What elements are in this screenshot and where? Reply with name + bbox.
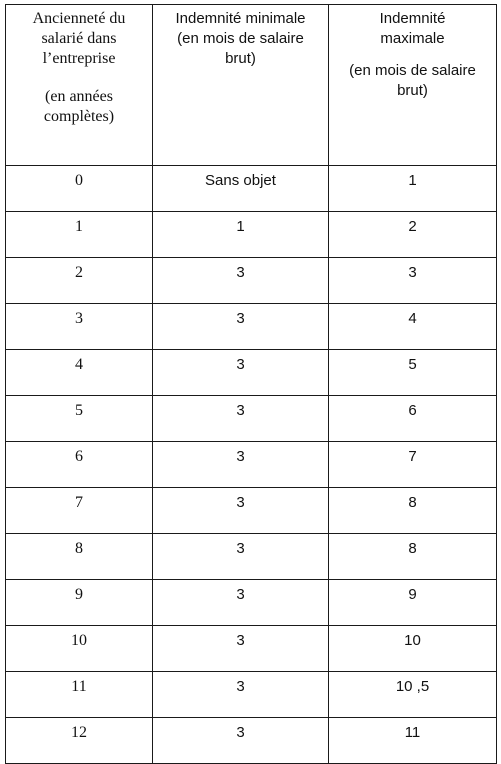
seniority-cell: 5 [6, 396, 153, 442]
table-row [6, 534, 497, 580]
max-indemnity-cell: 11 [329, 718, 497, 764]
min-indemnity-cell: Sans objet [153, 166, 329, 212]
seniority-cell: 3 [6, 304, 153, 350]
seniority-cell: 10 [6, 626, 153, 672]
header-seniority [6, 5, 153, 166]
max-indemnity-cell: 9 [329, 580, 497, 626]
seniority-cell: 7 [6, 488, 153, 534]
header-line: (en mois de salaire [349, 62, 476, 79]
table-row [6, 350, 497, 396]
min-indemnity-cell: 3 [153, 350, 329, 396]
header-line: salarié dans [41, 30, 117, 47]
min-indemnity-cell: 3 [153, 258, 329, 304]
seniority-cell: 9 [6, 580, 153, 626]
max-indemnity-cell: 4 [329, 304, 497, 350]
table-row [6, 304, 497, 350]
header-line: l’entreprise [42, 50, 116, 67]
max-indemnity-cell: 10 ,5 [329, 672, 497, 718]
table-row [6, 212, 497, 258]
max-indemnity-cell: 5 [329, 350, 497, 396]
table-body [6, 166, 497, 764]
seniority-cell: 2 [6, 258, 153, 304]
seniority-cell: 11 [6, 672, 153, 718]
indemnity-table-container [5, 4, 496, 741]
indemnity-table [5, 4, 497, 764]
min-indemnity-cell: 3 [153, 534, 329, 580]
seniority-cell: 6 [6, 442, 153, 488]
header-line: maximale [380, 30, 445, 47]
header-line: brut) [397, 82, 428, 99]
seniority-cell: 1 [6, 212, 153, 258]
table-row [6, 580, 497, 626]
table-row [6, 258, 497, 304]
min-indemnity-cell: 3 [153, 580, 329, 626]
seniority-cell: 8 [6, 534, 153, 580]
table-row [6, 672, 497, 718]
table-row [6, 396, 497, 442]
table-row [6, 166, 497, 212]
header-line: complètes) [43, 108, 115, 125]
max-indemnity-cell: 6 [329, 396, 497, 442]
min-indemnity-cell: 3 [153, 488, 329, 534]
table-header-row [6, 5, 497, 166]
table-row [6, 442, 497, 488]
min-indemnity-cell: 3 [153, 442, 329, 488]
header-line: Indemnité minimale [175, 10, 306, 27]
seniority-cell: 4 [6, 350, 153, 396]
max-indemnity-cell: 10 [329, 626, 497, 672]
min-indemnity-cell: 3 [153, 304, 329, 350]
seniority-cell: 0 [6, 166, 153, 212]
header-line: (en années [45, 88, 113, 105]
min-indemnity-cell: 3 [153, 672, 329, 718]
max-indemnity-cell: 8 [329, 488, 497, 534]
max-indemnity-cell: 7 [329, 442, 497, 488]
max-indemnity-cell: 1 [329, 166, 497, 212]
header-max-indemnity [329, 5, 497, 166]
header-line: Indemnité [379, 10, 446, 27]
header-min-indemnity [153, 5, 329, 166]
max-indemnity-cell: 8 [329, 534, 497, 580]
table-row [6, 626, 497, 672]
min-indemnity-cell: 3 [153, 626, 329, 672]
max-indemnity-cell: 3 [329, 258, 497, 304]
header-line: (en mois de salaire [177, 30, 304, 47]
min-indemnity-cell: 3 [153, 396, 329, 442]
header-line: brut) [225, 50, 256, 67]
table-row [6, 718, 497, 764]
table-row [6, 488, 497, 534]
seniority-cell: 12 [6, 718, 153, 764]
max-indemnity-cell: 2 [329, 212, 497, 258]
min-indemnity-cell: 3 [153, 718, 329, 764]
min-indemnity-cell: 1 [153, 212, 329, 258]
header-line: Ancienneté du [32, 10, 126, 27]
